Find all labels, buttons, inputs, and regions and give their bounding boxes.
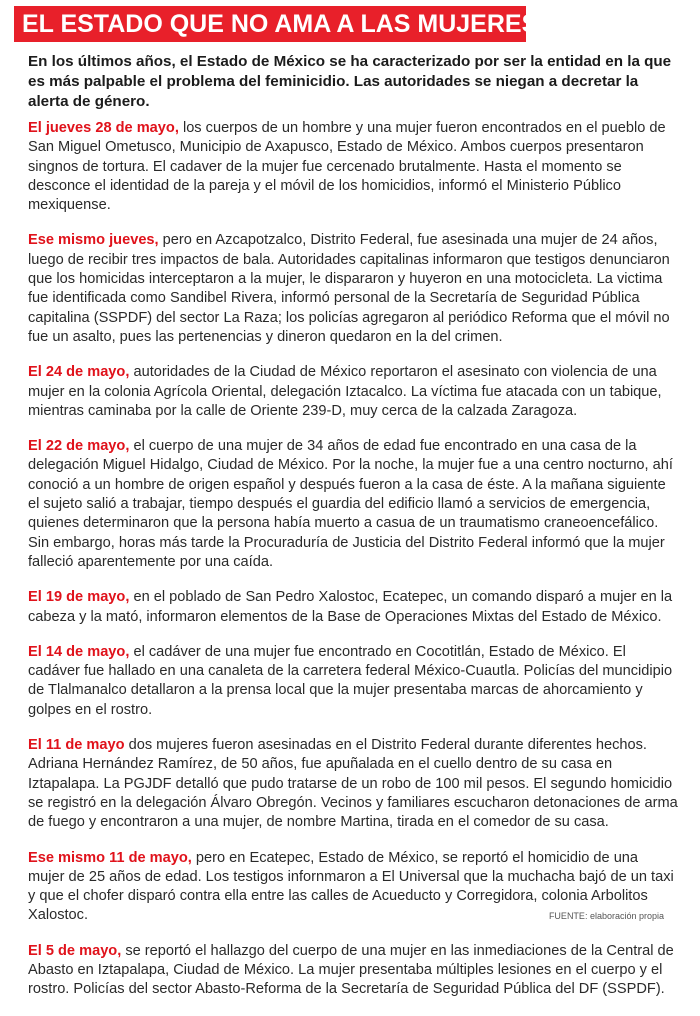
title-banner — [14, 6, 539, 42]
paragraph-text: pero en Ecatepec, Estado de México, se reportó el homicidio de una mujer de 25 años de edad. Los testigos infornmaron a El Universal que la muchacha bajó de un taxi y que el chofer disparó contra ella entre las calles de Acueducto y Corregidora, colonia Arbolitos Xalostoc. — [28, 849, 674, 924]
paragraph — [28, 942, 678, 1000]
paragraph-text: en el poblado de San Pedro Xalostoc, Ecatepec, un comando disparó a mujer en la cabeza y la mató, informaron elementos de la Base de Operaciones Mixtas del Estado de México. — [28, 589, 673, 625]
paragraph-text: el cadáver de una mujer fue encontrado en Cocotitlán, Estado de México. El cadáver fue hallado en una canaleta de la carretera federal México-Cuautla. Policías del muncidipio de Tlalmanalco detallaron a la prensa local que la mujer presentaba marcas de ahorcamiento y golpes en el rostro. — [28, 643, 673, 718]
article-body — [28, 119, 678, 1016]
paragraph — [28, 119, 678, 215]
paragraph-lead: El 22 de mayo, — [28, 438, 130, 455]
paragraph-lead: Ese mismo jueves, — [28, 232, 159, 249]
paragraph-lead: El 24 de mayo, — [28, 364, 130, 381]
paragraph-lead: El 14 de mayo, — [28, 643, 130, 660]
paragraph — [28, 231, 678, 347]
paragraph-lead: El 11 de mayo — [28, 737, 125, 754]
paragraph-text: autoridades de la Ciudad de México reportaron el asesinato con violencia de una mujer en la colonia Agrícola Oriental, delegación Iztacalco. La víctima fue atacada con un tabique, mientras caminaba por la calle de Oriente 239-D, muy cerca de la calzada Zaragoza. — [28, 364, 662, 419]
paragraph-text: pero en Azcapotzalco, Distrito Federal, fue asesinada una mujer de 24 años, luego de recibir tres impactos de bala. Autoridades capitalinas informaron que testigos denunciaron que los homicidas interceptaron a la mujer, le dispararon y huyeron en una motocicleta. La victima fue identificada como Sandibel Rivera, informó personal de la Secretaría de Seguridad Pública capitalina (SSPDF) del sector La Raza; los policías agregaron al periódico Reforma que el móvil no fue un asalto, pues las pertenencias y dineron quedaron en la del crimen. — [28, 232, 670, 345]
paragraph — [28, 437, 678, 572]
paragraph-text: los cuerpos de un hombre y una mujer fueron encontrados en el pueblo de San Miguel Ometusco, Municipio de Axapusco, Estado de México. Ambos cuerpos presentaron singnos de tortura. El cadaver de la mujer fue cercenado brutalmente. Hasta el momento se desconce el identidad de la pareja y el móvil de los homicidios, informó el Ministerio Público mexiquense. — [28, 120, 666, 214]
paragraph-lead: Ese mismo 11 de mayo, — [28, 849, 192, 866]
page-title: EL ESTADO QUE NO AMA A LAS MUJERES — [22, 9, 539, 38]
source-note: FUENTE: elaboración propia — [548, 911, 664, 921]
paragraph-lead: El 5 de mayo, — [28, 942, 122, 959]
intro-text: En los últimos años, el Estado de México se ha caracterizado por ser la entidad en la que es más palpable el problema del feminicidio. Las autoridades se niegan a decretar la alerta de género. — [28, 53, 672, 110]
paragraph — [28, 363, 678, 421]
paragraph — [28, 736, 678, 832]
paragraph-text: se reportó el hallazgo del cuerpo de una mujer en las inmediaciones de la Central de Abasto en Iztapalapa, Ciudad de México. La mujer presentaba múltiples lesiones en el cuerpo y el rostro. Policías del sector Abasto-Reforma de la Secretaría de Seguridad Pública del DF (SSPDF). — [28, 942, 674, 998]
paragraph-lead: El 19 de mayo, — [28, 589, 130, 606]
paragraph — [28, 643, 678, 720]
paragraph-lead: El jueves 28 de mayo, — [28, 120, 179, 136]
paragraph-text: el cuerpo de una mujer de 34 años de edad fue encontrado en una casa de la delegación Miguel Hidalgo, Ciudad de México. Por la noche, la mujer fue a una centro nocturno, ahí conoció a un hombre de origen español y después fueron a la casa de éste. A la mañana siguiente el sujeto salió a trabajar, tiempo después el guardia del edificio llamó a servicios de emergencia, quienes determinaron que la persona había muerto a casua de un traumatismo craneoencefálico. Sin embargo, horas más tarde la Procuraduría de Justicia del Distrito Federal informó que la mujer falleció aparentemente por una caída. — [28, 438, 673, 570]
paragraph — [28, 588, 678, 627]
paragraph-text: dos mujeres fueron asesinadas en el Distrito Federal durante diferentes hechos. Adriana Hernández Ramírez, de 50 años, fue apuñalada en el cuello dentro de su casa en Iztapalapa. La PGJDF detalló que pudo tratarse de un robo de 100 mil pesos. El segundo homicidio se registró en la delegación Álvaro Obregón. Vecinos y familiares escucharon detonaciones de arma de fuego y encontraron a una mujer, de nombre Martina, tirada en el comedor de su casa. — [28, 737, 678, 831]
